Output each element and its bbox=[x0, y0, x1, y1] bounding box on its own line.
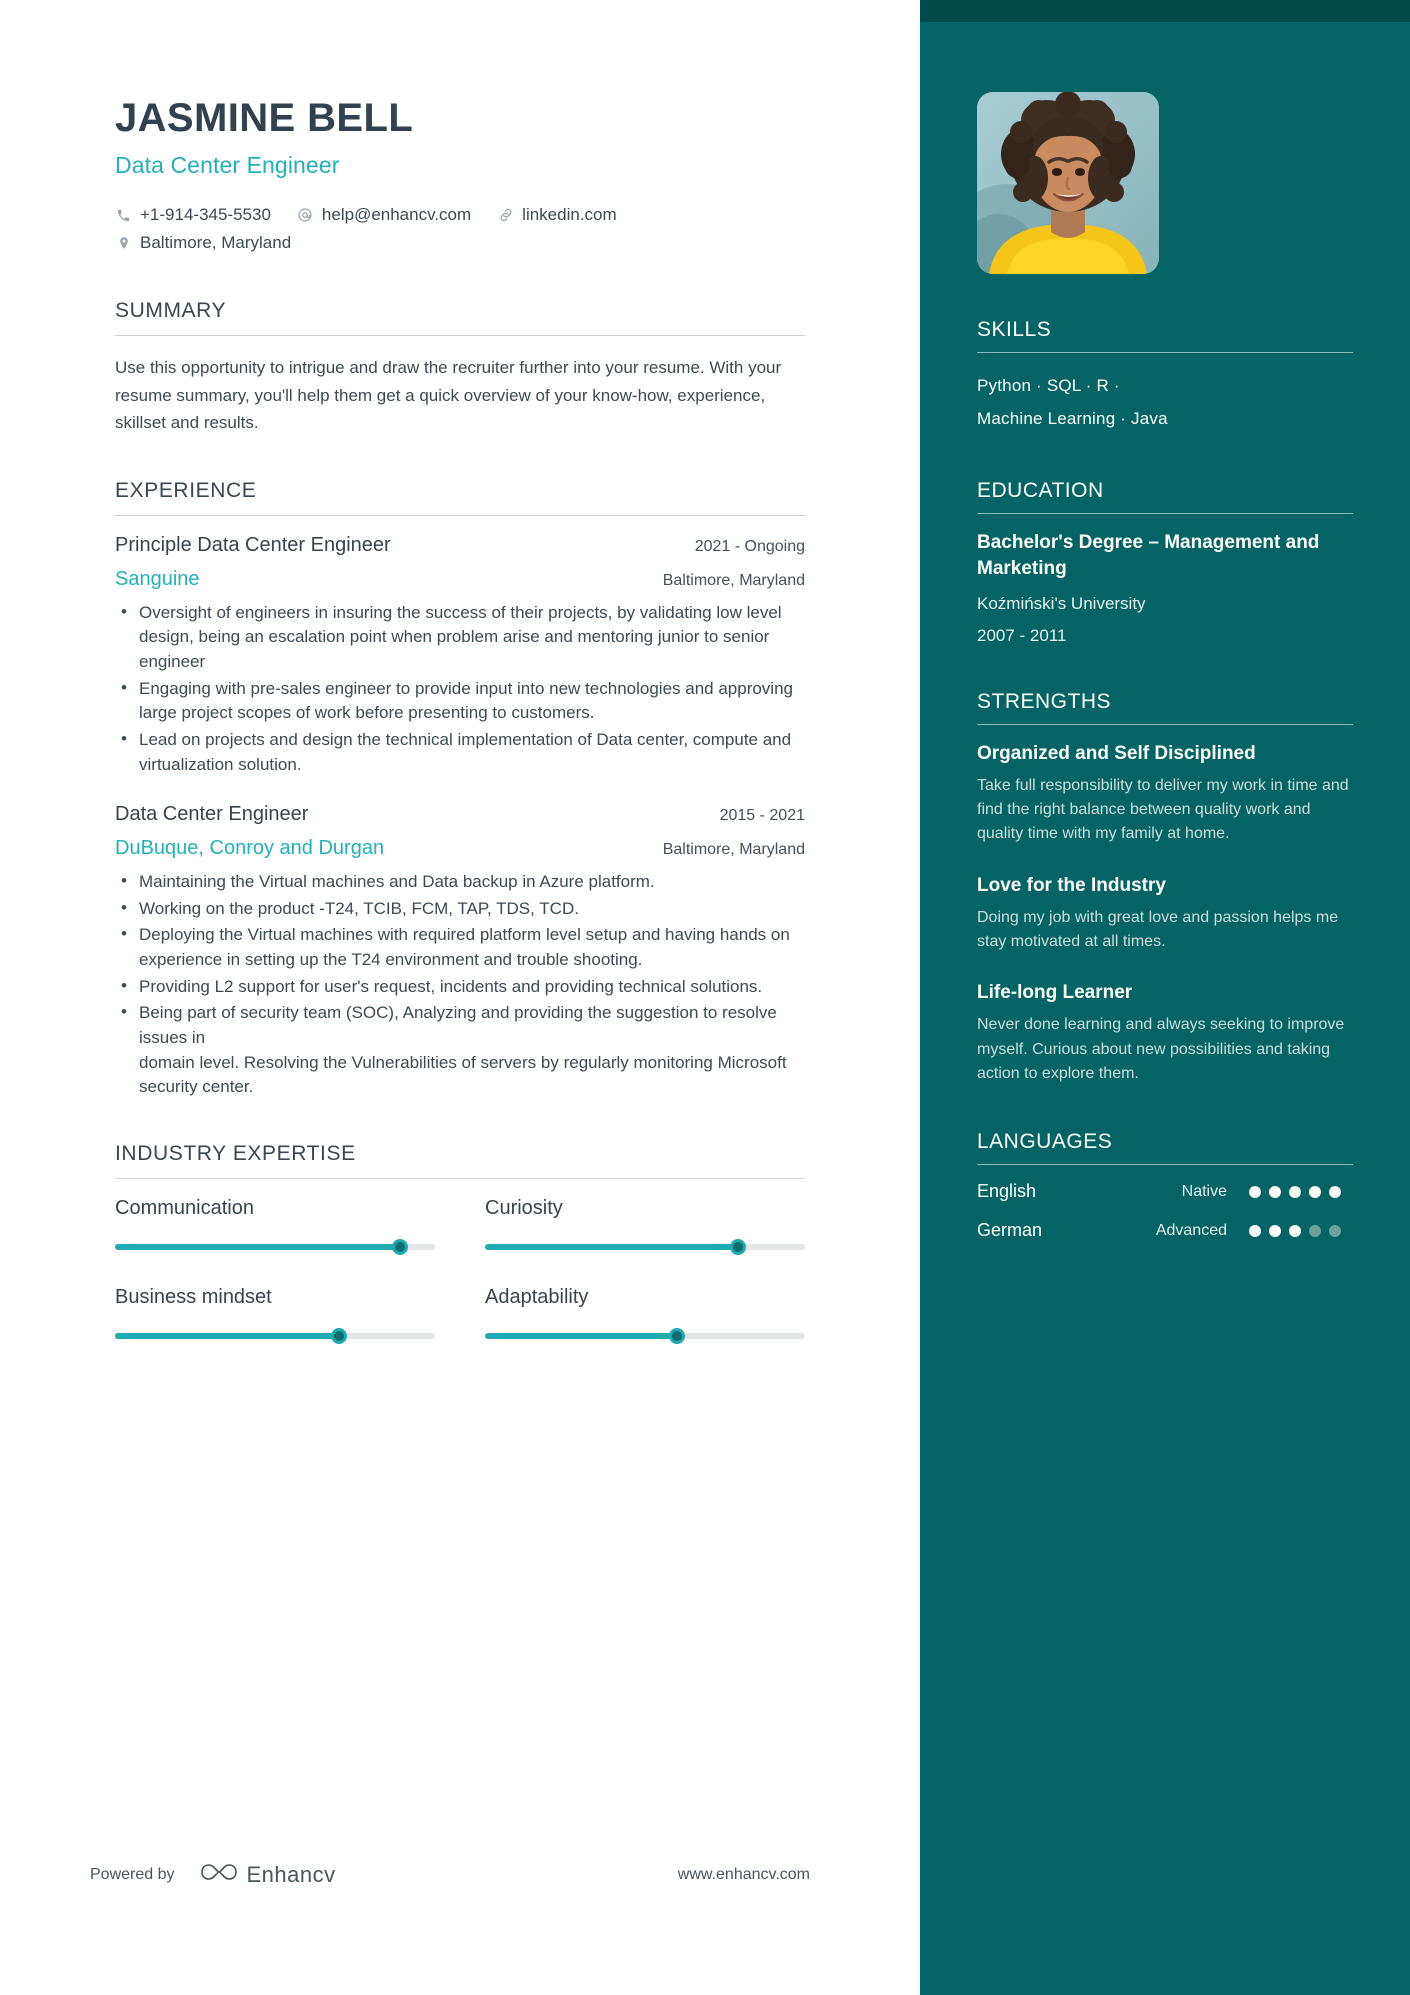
strength-title: Organized and Self Disciplined bbox=[977, 742, 1256, 764]
skills-section bbox=[977, 318, 1353, 435]
strength-title: Love for the Industry bbox=[977, 874, 1166, 896]
powered-by-label: Powered by bbox=[90, 1865, 175, 1883]
education-section bbox=[977, 479, 1353, 645]
skills-line-2: Machine Learning · Java bbox=[977, 409, 1168, 429]
rating-dot bbox=[1289, 1225, 1301, 1237]
rating-dot bbox=[1329, 1186, 1341, 1198]
rating-dot bbox=[1329, 1225, 1341, 1237]
strength-text: Doing my job with great love and passion helps me stay motivated at all times. bbox=[977, 908, 1339, 950]
rating-dot bbox=[1309, 1225, 1321, 1237]
job-role-subtitle: Data Center Engineer bbox=[115, 152, 340, 178]
contact-email-text: help@enhancv.com bbox=[321, 205, 472, 224]
contact-linkedin[interactable] bbox=[497, 201, 617, 229]
expertise-grid bbox=[115, 1197, 805, 1345]
job-dates: 2015 - 2021 bbox=[719, 807, 805, 825]
job-location: Baltimore, Maryland bbox=[662, 841, 805, 859]
email-icon bbox=[297, 207, 314, 224]
language-row bbox=[977, 1220, 1353, 1241]
job-bullet: • Being part of security team (SOC), Analyzing and providing the suggestion to resolve issues in domain level. Resolving the Vulnerabilities of servers by regularly monitoring Microsoft security center. bbox=[137, 1001, 805, 1100]
language-name: English bbox=[977, 1181, 1037, 1202]
expertise-label: Business mindset bbox=[115, 1285, 272, 1308]
education-school: Koźmiński's University bbox=[977, 593, 1146, 613]
slider-fill bbox=[485, 1333, 677, 1339]
contact-phone-text: +1-914-345-5530 bbox=[140, 205, 271, 224]
industry-expertise-section bbox=[115, 1142, 805, 1345]
strength-item bbox=[977, 741, 1353, 847]
education-degree: Bachelor's Degree – Management and Marketing bbox=[977, 532, 1320, 579]
contact-phone[interactable] bbox=[115, 201, 271, 229]
expertise-slider[interactable] bbox=[485, 1238, 805, 1256]
strength-item bbox=[977, 980, 1353, 1086]
job-bullets bbox=[115, 601, 805, 777]
job-company: DuBuque, Conroy and Durgan bbox=[115, 837, 385, 860]
expertise-slider[interactable] bbox=[115, 1238, 435, 1256]
expertise-slider[interactable] bbox=[485, 1327, 805, 1345]
job-company: Sanguine bbox=[115, 567, 200, 590]
job-location: Baltimore, Maryland bbox=[662, 571, 805, 589]
summary-heading: SUMMARY bbox=[115, 299, 227, 323]
expertise-slider[interactable] bbox=[115, 1327, 435, 1345]
contact-line-primary bbox=[115, 201, 805, 229]
rating-dot bbox=[1249, 1225, 1261, 1237]
language-name: German bbox=[977, 1220, 1043, 1241]
contact-location-text: Baltimore, Maryland bbox=[140, 233, 292, 253]
skills-heading: SKILLS bbox=[977, 318, 1052, 341]
languages-section bbox=[977, 1130, 1353, 1241]
expertise-item bbox=[115, 1197, 435, 1256]
main-column bbox=[0, 0, 920, 1345]
experience-entry bbox=[115, 534, 805, 777]
languages-heading: LANGUAGES bbox=[977, 1130, 1113, 1154]
experience-heading: EXPERIENCE bbox=[115, 478, 257, 502]
job-dates: 2021 - Ongoing bbox=[694, 537, 805, 555]
avatar bbox=[977, 92, 1353, 274]
job-title: Principle Data Center Engineer bbox=[115, 533, 391, 556]
phone-icon bbox=[115, 207, 132, 224]
profile-photo bbox=[977, 92, 1159, 274]
expertise-item bbox=[485, 1286, 805, 1345]
profile-photo-illustration bbox=[977, 92, 1159, 274]
job-bullet: • Deploying the Virtual machines with required platform level setup and having hands on experience in setting up the T24 environment and trouble shooting. bbox=[137, 923, 805, 972]
expertise-item bbox=[485, 1197, 805, 1256]
job-bullets bbox=[115, 870, 805, 1100]
contact-email[interactable] bbox=[297, 201, 471, 229]
link-icon bbox=[497, 207, 514, 224]
languages-divider bbox=[977, 1164, 1353, 1165]
job-bullet: • Providing L2 support for user's request, incidents and providing technical solutions. bbox=[137, 975, 805, 1000]
job-bullet: • Oversight of engineers in insuring the success of their projects, by validating low level design, being an escalation point when problem arise and mentoring junior to senior engineer bbox=[137, 601, 805, 675]
job-bullet: • Maintaining the Virtual machines and Data backup in Azure platform. bbox=[137, 870, 805, 895]
skills-line-1: Python · SQL · R · bbox=[977, 376, 1120, 395]
language-rating-dots bbox=[1249, 1186, 1353, 1198]
strength-item bbox=[977, 873, 1353, 955]
rating-dot bbox=[1309, 1186, 1321, 1198]
strengths-heading: STRENGTHS bbox=[977, 689, 1112, 713]
enhancv-logo bbox=[201, 1860, 336, 1889]
education-divider bbox=[977, 513, 1353, 514]
contact-details bbox=[115, 201, 805, 257]
language-row bbox=[977, 1181, 1353, 1202]
expertise-label: Curiosity bbox=[485, 1196, 563, 1219]
experience-divider bbox=[115, 515, 805, 516]
slider-knob[interactable] bbox=[730, 1239, 746, 1255]
experience-section bbox=[115, 479, 805, 1100]
education-heading: EDUCATION bbox=[977, 479, 1104, 503]
language-level: Advanced bbox=[1155, 1221, 1227, 1239]
contact-line-location bbox=[115, 229, 805, 257]
contact-linkedin-text: linkedin.com bbox=[522, 205, 617, 224]
slider-fill bbox=[115, 1244, 400, 1250]
job-bullet: • Engaging with pre-sales engineer to provide input into new technologies and approving large project scopes of work before presenting to customers. bbox=[137, 677, 805, 726]
enhancv-mark-icon bbox=[201, 1860, 237, 1889]
footer-url: www.enhancv.com bbox=[677, 1865, 810, 1883]
strength-title: Life-long Learner bbox=[977, 982, 1133, 1004]
summary-text: Use this opportunity to intrigue and draw the recruiter further into your resume. With your resume summary, you'll help them get a quick overview of your know-how, experience, skillset and results. bbox=[115, 358, 782, 433]
rating-dot bbox=[1269, 1186, 1281, 1198]
slider-knob[interactable] bbox=[392, 1239, 408, 1255]
industry-expertise-heading: INDUSTRY EXPERTISE bbox=[115, 1141, 356, 1165]
sidebar bbox=[920, 0, 1410, 1995]
job-bullet: • Lead on projects and design the technical implementation of Data center, compute and virtualization solution. bbox=[137, 728, 805, 777]
job-title: Data Center Engineer bbox=[115, 803, 309, 826]
strengths-section bbox=[977, 690, 1353, 1087]
summary-section bbox=[115, 299, 805, 437]
slider-knob[interactable] bbox=[331, 1328, 347, 1344]
footer bbox=[0, 1860, 920, 1889]
education-dates: 2007 - 2011 bbox=[977, 625, 1067, 645]
contact-location bbox=[115, 229, 291, 257]
location-pin-icon bbox=[115, 235, 132, 252]
job-bullet: • Working on the product -T24, TCIB, FCM, TAP, TDS, TCD. bbox=[137, 897, 805, 922]
experience-entry bbox=[115, 803, 805, 1100]
expertise-item bbox=[115, 1286, 435, 1345]
expertise-label: Communication bbox=[115, 1196, 254, 1219]
language-level: Native bbox=[1181, 1182, 1227, 1200]
industry-expertise-divider bbox=[115, 1178, 805, 1179]
skills-divider bbox=[977, 352, 1353, 353]
rating-dot bbox=[1289, 1186, 1301, 1198]
slider-knob[interactable] bbox=[669, 1328, 685, 1344]
language-rating-dots bbox=[1249, 1225, 1353, 1237]
strength-text: Never done learning and always seeking to improve myself. Curious about new possibilities and taking action to explore them. bbox=[977, 1016, 1345, 1082]
enhancv-wordmark: Enhancv bbox=[246, 1861, 336, 1887]
rating-dot bbox=[1249, 1186, 1261, 1198]
page-title: JASMINE BELL bbox=[115, 96, 414, 140]
rating-dot bbox=[1269, 1225, 1281, 1237]
summary-divider bbox=[115, 335, 805, 336]
slider-fill bbox=[115, 1333, 339, 1339]
slider-fill bbox=[485, 1244, 738, 1250]
expertise-label: Adaptability bbox=[485, 1285, 589, 1308]
strengths-divider bbox=[977, 724, 1353, 725]
strength-text: Take full responsibility to deliver my work in time and find the right balance between quality work and quality time with my family at home. bbox=[977, 776, 1349, 843]
